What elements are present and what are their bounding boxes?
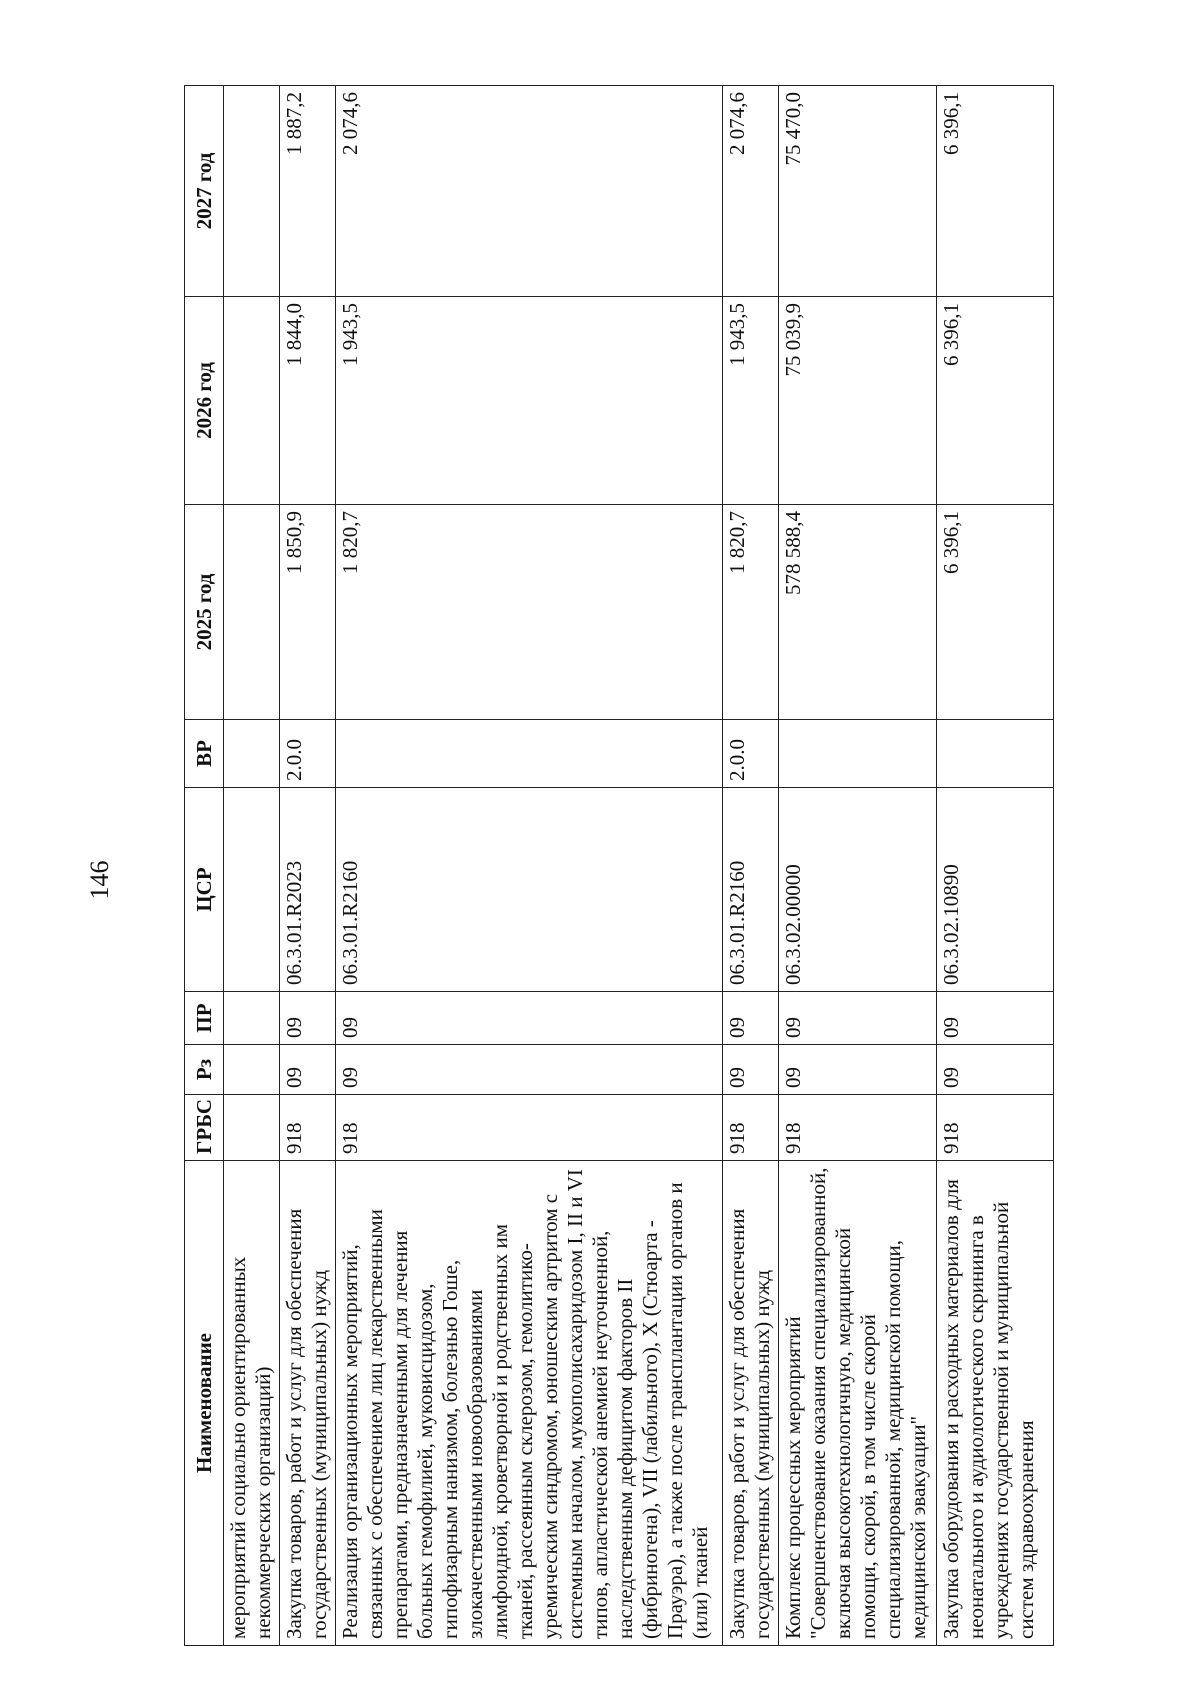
cell-name: Закупка товаров, работ и услуг для обеспечения государственных (муниципальных) нужд (722, 1161, 778, 1646)
cell-2026: 6 396,1 (936, 297, 1053, 505)
table-row (722, 86, 778, 1646)
table-row (336, 86, 723, 1646)
cell-rz (224, 1045, 280, 1095)
cell-vr (336, 720, 723, 788)
cell-2027: 2 074,6 (336, 86, 723, 297)
cell-grbs: 918 (936, 1095, 1053, 1161)
cell-2026: 1 844,0 (280, 297, 336, 505)
cell-pr: 09 (778, 992, 936, 1045)
header-2026: 2026 год (185, 297, 224, 505)
cell-csr: 06.3.02.00000 (778, 788, 936, 992)
table-row (778, 86, 936, 1646)
cell-vr (778, 720, 936, 788)
cell-2025: 1 820,7 (722, 505, 778, 720)
page-number: 146 (85, 860, 114, 900)
cell-2025: 1 820,7 (336, 505, 723, 720)
header-csr: ЦСР (185, 788, 224, 992)
cell-name: Закупка оборудования и расходных материалов для неонатального и аудиологического скрининга в учреждениях государственной и муниципальной систем здравоохранения (936, 1161, 1053, 1646)
header-rz: Рз (185, 1045, 224, 1095)
cell-csr: 06.3.02.10890 (936, 788, 1053, 992)
cell-2027 (224, 86, 280, 297)
cell-2025: 6 396,1 (936, 505, 1053, 720)
cell-grbs (224, 1095, 280, 1161)
cell-name: Реализация организационных мероприятий, связанных с обеспечением лиц лекарственными препаратами, предназначенными для лечения больных гемофилией, муковисцидозом, гипофизарным нанизмом, болезнью Гоше, злокачественными новообразованиями лимфоидной, кроветворной и родственных им тканей, рассеянным склерозом, гемолитико-уремическим синдромом, юношеским артритом с системным началом, мукополисахаридозом I, II и VI типов, апластической анемией неуточненной, наследственным дефицитом факторов II (фибриногена), VII (лабильного), X (Стюарта - Прауэра), а также после трансплантации органов и (или) тканей (336, 1161, 723, 1646)
header-grbs: ГРБС (185, 1095, 224, 1161)
cell-rz: 09 (778, 1045, 936, 1095)
cell-2026 (224, 297, 280, 505)
cell-vr (936, 720, 1053, 788)
cell-pr (224, 992, 280, 1045)
cell-pr: 09 (722, 992, 778, 1045)
cell-grbs: 918 (336, 1095, 723, 1161)
header-2025: 2025 год (185, 505, 224, 720)
cell-rz: 09 (936, 1045, 1053, 1095)
cell-pr: 09 (336, 992, 723, 1045)
header-vr: ВР (185, 720, 224, 788)
cell-rz: 09 (722, 1045, 778, 1095)
cell-2026: 1 943,5 (722, 297, 778, 505)
cell-2027: 75 470,0 (778, 86, 936, 297)
cell-csr: 06.3.01.R2160 (722, 788, 778, 992)
cell-vr: 2.0.0 (280, 720, 336, 788)
cell-grbs: 918 (778, 1095, 936, 1161)
cell-rz: 09 (336, 1045, 723, 1095)
cell-2027: 1 887,2 (280, 86, 336, 297)
table-row (936, 86, 1053, 1646)
header-name: Наименование (185, 1161, 224, 1646)
cell-name: Закупка товаров, работ и услуг для обеспечения государственных (муниципальных) нужд (280, 1161, 336, 1646)
table-header-row (185, 86, 224, 1646)
cell-rz: 09 (280, 1045, 336, 1095)
cell-name: Комплекс процессных мероприятий "Совершенствование оказания специализированной, включая высокотехнологичную, медицинской помощи, скорой, в том числе скорой специализированной, медицинской помощи, медицинской эвакуации" (778, 1161, 936, 1646)
cell-name: мероприятий социально ориентированных некоммерческих организаций) (224, 1161, 280, 1646)
cell-pr: 09 (936, 992, 1053, 1045)
cell-pr: 09 (280, 992, 336, 1045)
cell-grbs: 918 (722, 1095, 778, 1161)
table-row (224, 86, 280, 1646)
cell-csr: 06.3.01.R2023 (280, 788, 336, 992)
budget-table (184, 85, 1054, 1646)
cell-2027: 2 074,6 (722, 86, 778, 297)
cell-2026: 75 039,9 (778, 297, 936, 505)
table-row (280, 86, 336, 1646)
cell-2027: 6 396,1 (936, 86, 1053, 297)
cell-2025 (224, 505, 280, 720)
cell-csr: 06.3.01.R2160 (336, 788, 723, 992)
cell-csr (224, 788, 280, 992)
cell-vr (224, 720, 280, 788)
cell-vr: 2.0.0 (722, 720, 778, 788)
cell-grbs: 918 (280, 1095, 336, 1161)
header-pr: ПР (185, 992, 224, 1045)
rotated-table-container (184, 86, 1054, 1646)
cell-2025: 1 850,9 (280, 505, 336, 720)
header-2027: 2027 год (185, 86, 224, 297)
cell-2026: 1 943,5 (336, 297, 723, 505)
cell-2025: 578 588,4 (778, 505, 936, 720)
